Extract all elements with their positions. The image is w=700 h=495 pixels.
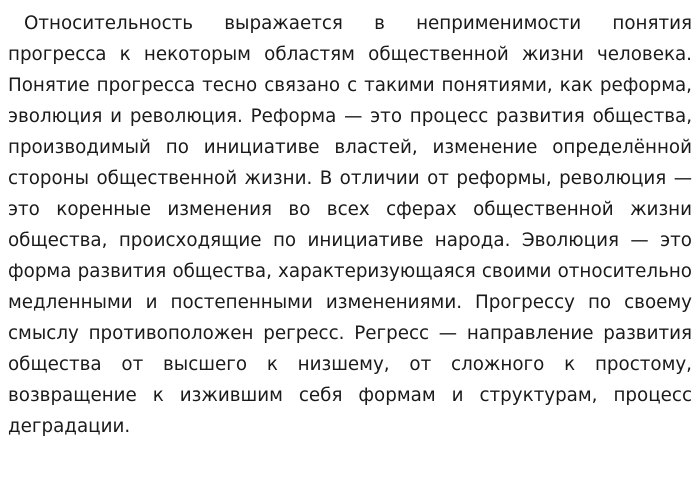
body-paragraph: Относительность выражается в неприменимости понятия прогресса к некоторым областям общественной жизни человека. Понятие прогресса тесно связано с такими понятиями, как реформа, эволюция и революция. Реформа — это процесс развития общества, производимый по инициативе властей, изменение определённой стороны общественной жизни. В отличии от реформы, революция — это коренные изменения во всех сферах общественной жизни общества, происходящие по инициативе народа. Эволюция — это форма развития общества, характеризующаяся своими относительно медленными и постепенными изменениями. Прогрессу по своему смыслу противоположен регресс. Регресс — направление развития общества от высшего к низшему, от сложного к простому, возвращение к изжившим себя формам и структурам, процесс деградации. — [8, 13, 692, 437]
document-page — [8, 8, 692, 442]
